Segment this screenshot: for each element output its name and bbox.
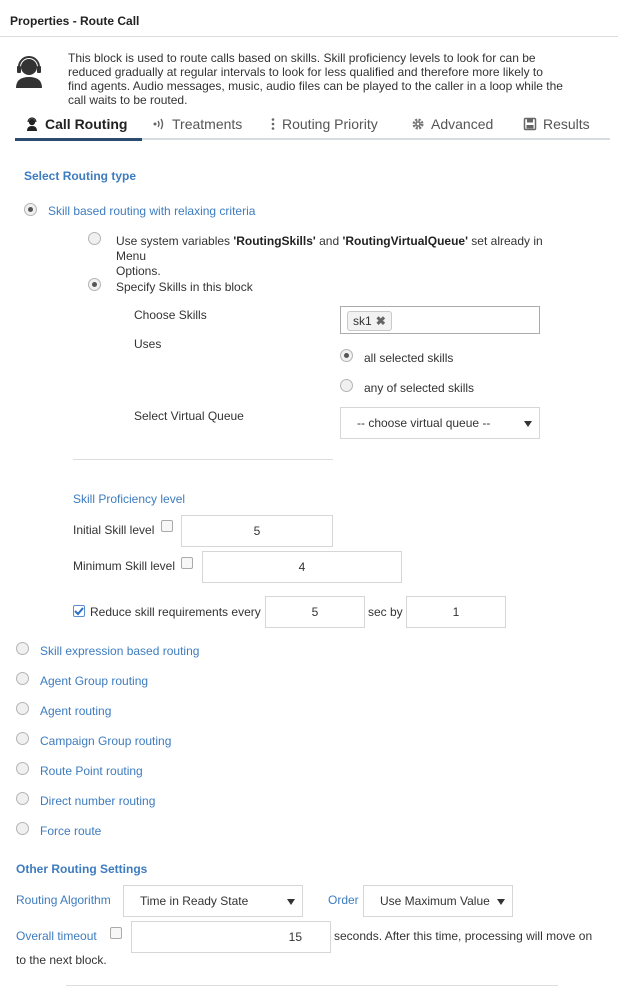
tab-treatments[interactable]	[152, 112, 242, 140]
save-icon	[523, 117, 537, 131]
gear-icon	[411, 117, 425, 131]
label-select-virtual-queue: Select Virtual Queue	[134, 409, 244, 423]
var-routing-skills: 'RoutingSkills'	[233, 234, 316, 248]
checkbox-initial-skill-level[interactable]	[161, 520, 173, 532]
routing-algorithm-select[interactable]	[123, 885, 303, 917]
initial-skill-level-input[interactable]: 5	[181, 515, 333, 547]
checkbox-minimum-skill-level[interactable]	[181, 557, 193, 569]
tab-label: Treatments	[172, 116, 243, 132]
reduce-by-input[interactable]: 1	[406, 596, 506, 628]
label-minimum-skill-level: Minimum Skill level	[73, 559, 176, 573]
label-choose-skills: Choose Skills	[134, 308, 207, 322]
checkbox-overall-timeout[interactable]	[110, 927, 122, 939]
label-order: Order	[328, 893, 359, 907]
label-campaign-group-routing: Campaign Group routing	[40, 734, 172, 748]
chevron-down-icon	[497, 899, 505, 905]
label-force-route: Force route	[40, 824, 102, 838]
timeout-help-text: seconds. After this time, processing will move on	[334, 929, 593, 943]
text-line2: Options.	[116, 264, 161, 278]
skill-tag	[347, 311, 392, 331]
skill-tag-label: sk1	[353, 314, 372, 328]
order-select[interactable]	[363, 885, 513, 917]
tab-label: Advanced	[431, 116, 494, 132]
reduce-every-input[interactable]: 5	[265, 596, 365, 628]
title-divider	[0, 36, 618, 37]
chevron-down-icon	[524, 421, 532, 427]
tab-routing-priority[interactable]	[270, 112, 378, 140]
radio-force-route[interactable]	[16, 822, 29, 835]
tab-advanced[interactable]	[411, 112, 493, 140]
section-title-proficiency: Skill Proficiency level	[73, 492, 186, 506]
tab-label: Results	[543, 116, 590, 132]
skills-multiselect[interactable]	[340, 306, 540, 334]
section-divider	[73, 459, 333, 460]
label-routing-algorithm: Routing Algorithm	[16, 893, 111, 907]
label-initial-skill-level: Initial Skill level	[73, 523, 155, 537]
label-uses: Uses	[134, 337, 162, 351]
label-specify-skills: Specify Skills in this block	[116, 280, 253, 294]
text-mid: and	[315, 234, 343, 248]
radio-use-system-variables[interactable]	[88, 232, 101, 245]
label-all-selected-skills: all selected skills	[364, 351, 454, 365]
label-skill-expression-routing: Skill expression based routing	[40, 644, 200, 658]
label-reduce-skill-requirements: Reduce skill requirements every	[90, 605, 261, 619]
active-tab-indicator	[15, 138, 142, 141]
routing-algorithm-value: Time in Ready State	[140, 894, 249, 908]
radio-agent-group-routing[interactable]	[16, 672, 29, 685]
vertical-dots-icon	[270, 117, 276, 131]
headset-icon	[25, 117, 39, 131]
label-skill-based: Skill based routing with relaxing criteria	[48, 204, 256, 218]
label-use-system-variables	[116, 234, 576, 279]
section-title-other-settings: Other Routing Settings	[16, 862, 148, 876]
label-any-selected-skills: any of selected skills	[364, 381, 475, 395]
label-overall-timeout: Overall timeout	[16, 929, 97, 943]
text-suffix: set already in Menu	[116, 234, 543, 263]
remove-tag-icon[interactable]: ✖	[375, 314, 386, 328]
virtual-queue-select[interactable]	[340, 407, 540, 439]
radio-specify-skills[interactable]	[88, 278, 101, 291]
checkbox-reduce-skill-requirements[interactable]	[73, 605, 85, 617]
label-direct-number-routing: Direct number routing	[40, 794, 156, 808]
virtual-queue-value: -- choose virtual queue --	[357, 416, 491, 430]
radio-skill-based[interactable]	[24, 203, 37, 216]
label-agent-routing: Agent routing	[40, 704, 112, 718]
label-sec-by: sec by	[368, 605, 403, 619]
tab-call-routing[interactable]	[25, 112, 127, 140]
label-route-point-routing: Route Point routing	[40, 764, 143, 778]
tab-label: Call Routing	[45, 116, 128, 132]
radio-direct-number-routing[interactable]	[16, 792, 29, 805]
order-value: Use Maximum Value	[380, 894, 490, 908]
tab-bar	[15, 112, 610, 140]
radio-campaign-group-routing[interactable]	[16, 732, 29, 745]
radio-skill-expression-routing[interactable]	[16, 642, 29, 655]
var-routing-virtual-queue: 'RoutingVirtualQueue'	[342, 234, 468, 248]
overall-timeout-input[interactable]: 15	[131, 921, 331, 953]
radio-any-selected-skills[interactable]	[340, 379, 353, 392]
bottom-divider	[66, 985, 558, 986]
audio-waves-icon	[152, 117, 166, 131]
headset-agent-icon	[12, 54, 46, 88]
radio-agent-routing[interactable]	[16, 702, 29, 715]
label-agent-group-routing: Agent Group routing	[40, 674, 149, 688]
radio-route-point-routing[interactable]	[16, 762, 29, 775]
window-title: Properties - Route Call	[10, 14, 140, 28]
block-description: This block is used to route calls based on skills. Skill proficiency levels to look for can be reduced gradually at regular intervals to look for less qualified and therefore more likely to find agents. Audio messages, music, audio files can be played to the caller in a loop while the call waits to be routed.	[68, 51, 563, 107]
tab-label: Routing Priority	[282, 116, 378, 132]
section-title-routing-type: Select Routing type	[24, 169, 137, 183]
text-prefix: Use system variables	[116, 234, 234, 248]
tab-results[interactable]	[523, 112, 590, 140]
check-icon	[73, 605, 85, 617]
timeout-help-text-line2: to the next block.	[16, 953, 107, 967]
chevron-down-icon	[287, 899, 295, 905]
minimum-skill-level-input[interactable]: 4	[202, 551, 402, 583]
radio-all-selected-skills[interactable]	[340, 349, 353, 362]
